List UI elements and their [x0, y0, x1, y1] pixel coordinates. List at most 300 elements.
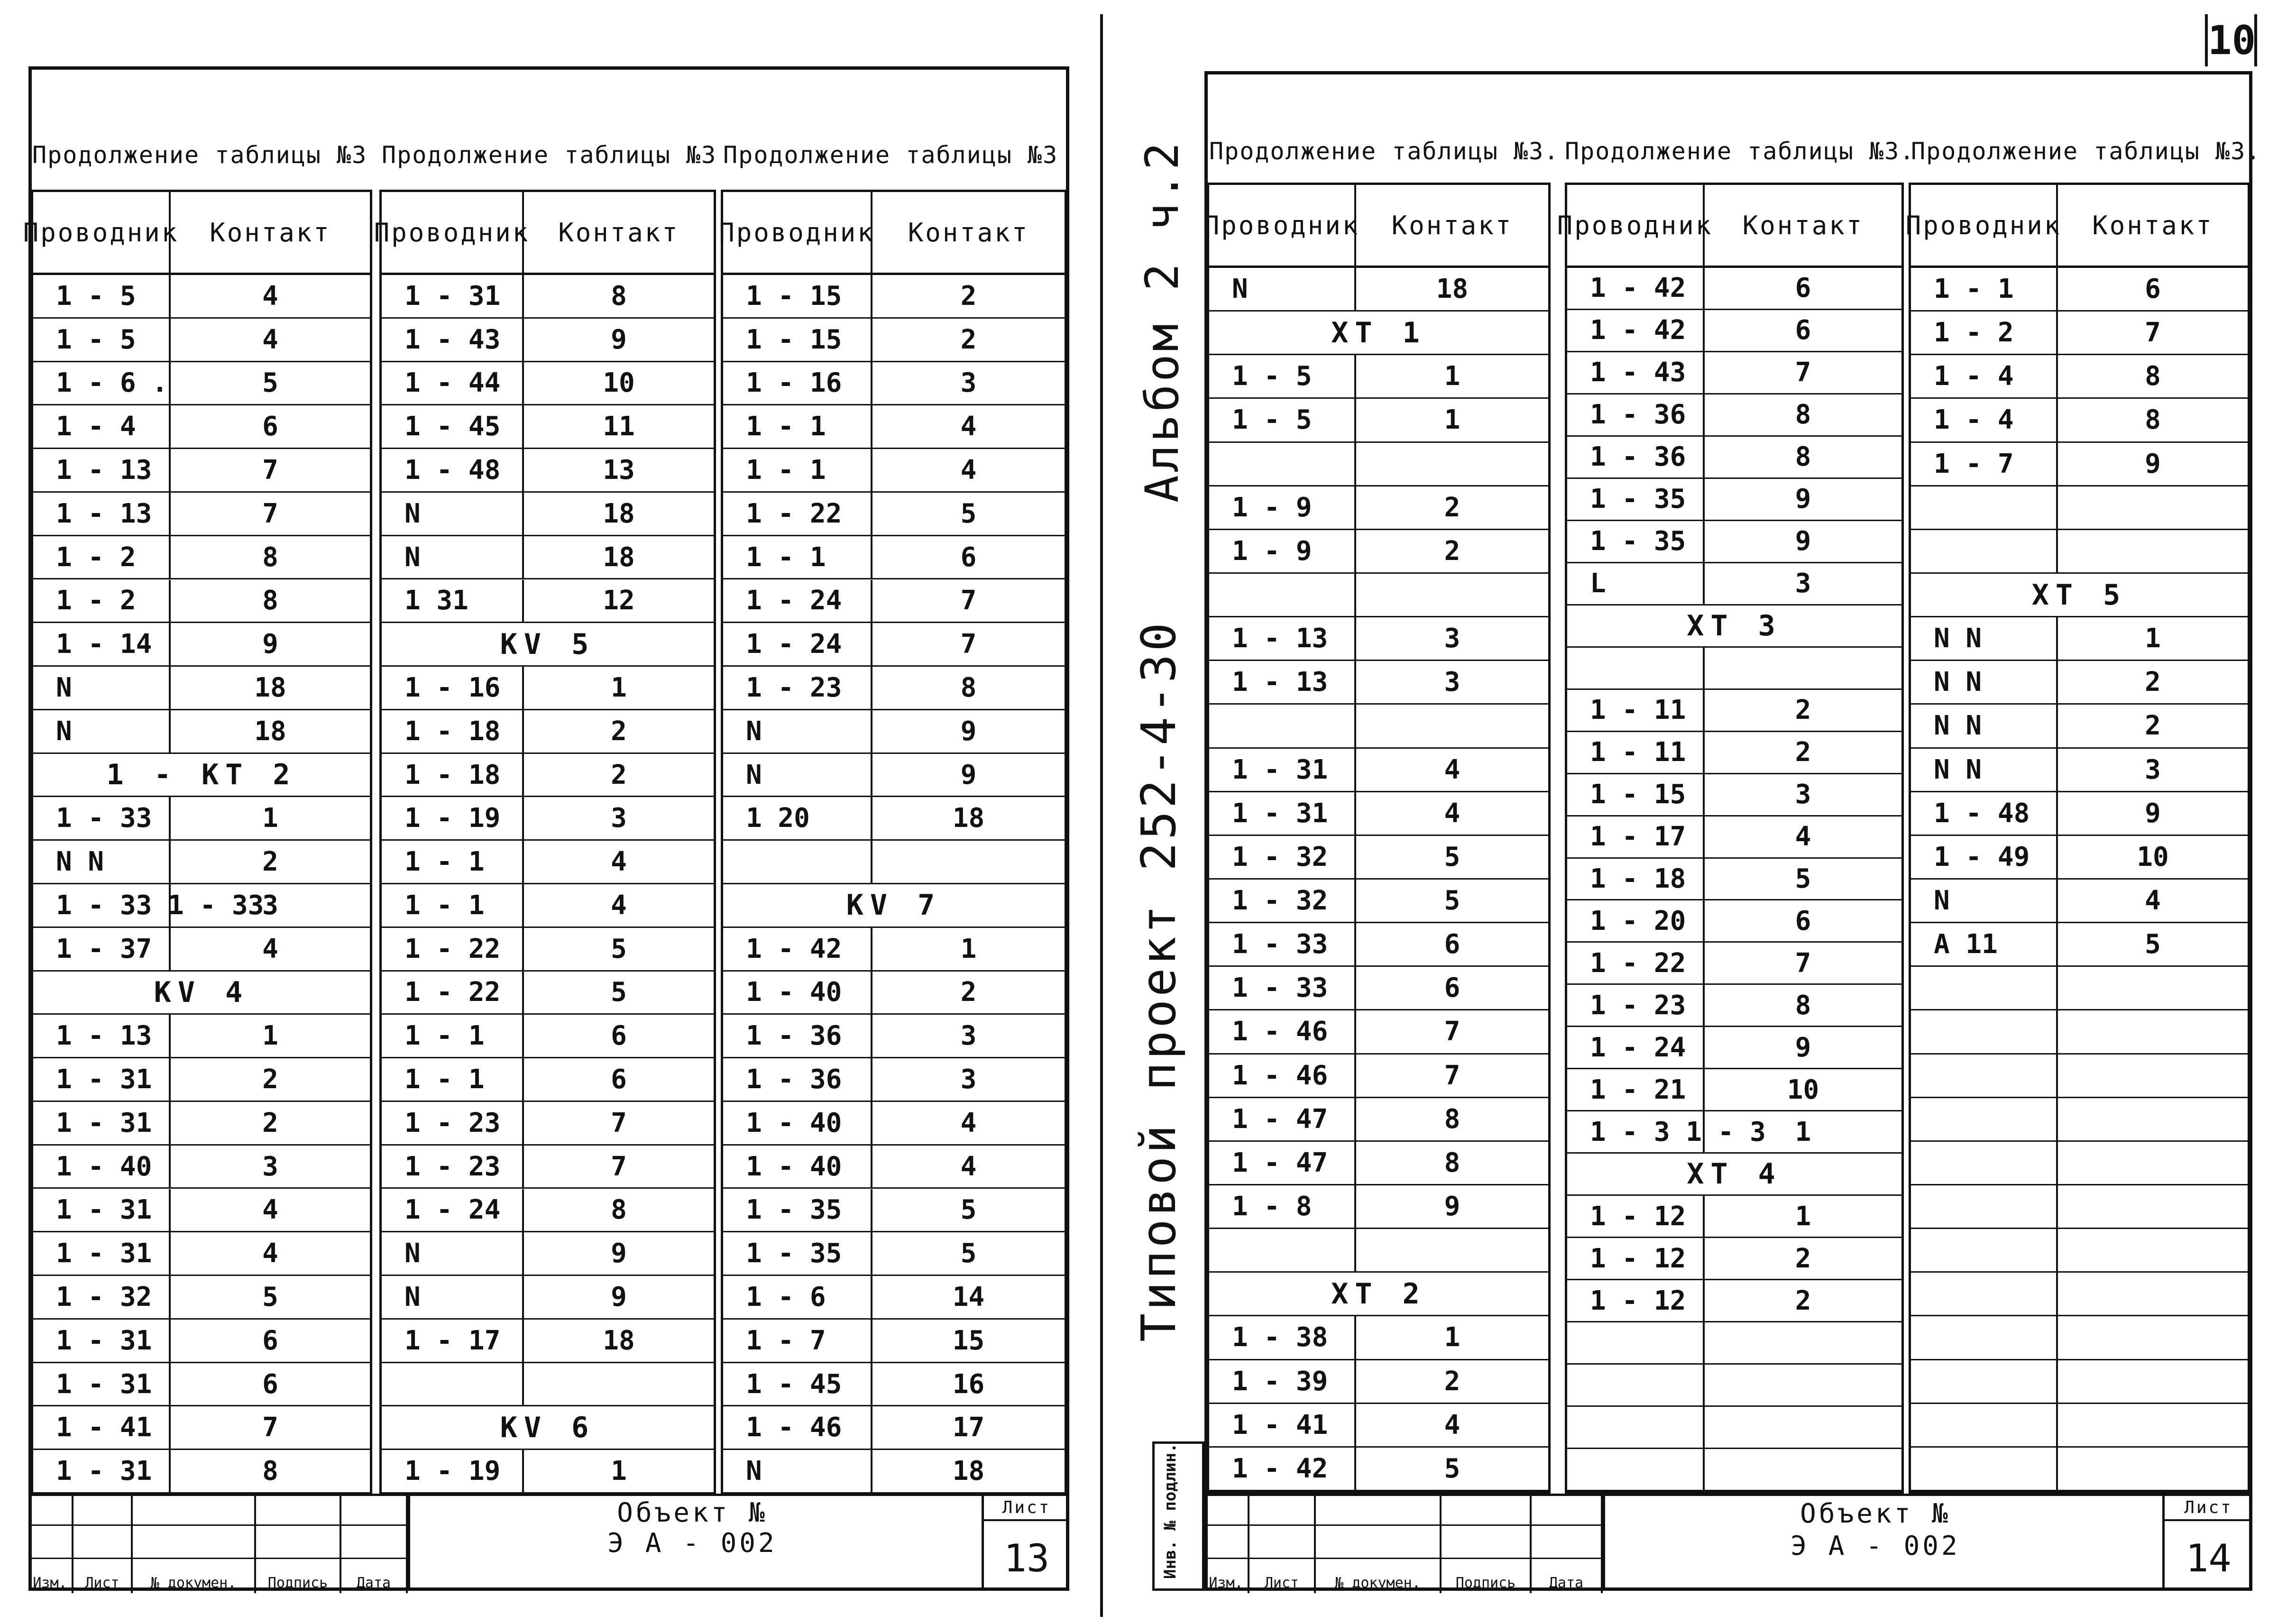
table-row — [33, 1102, 370, 1146]
contact-cell: 7 — [960, 629, 977, 660]
conductor-cell: 1 - 7 — [723, 1320, 872, 1362]
contact-cell: 4 — [262, 1238, 278, 1269]
table-row — [1911, 574, 2248, 617]
contact-cell: 3 — [960, 367, 977, 399]
conductor-cell: 1 - 44 — [382, 362, 524, 404]
contact-cell: 3 — [1444, 667, 1460, 698]
table-row — [33, 710, 370, 754]
contact-cell: 5 — [611, 977, 627, 1008]
contact-cell: 15 — [952, 1325, 985, 1356]
conductor-cell: 1 - 43 — [1567, 352, 1705, 393]
conductor-cell: L — [1567, 563, 1705, 604]
contact-cell: 6 — [262, 1325, 278, 1356]
conductor-cell: 1 - 24 — [1567, 1027, 1705, 1068]
conductor-cell: 1 - 1 — [723, 405, 872, 448]
header-conductor: Проводник — [1911, 185, 2058, 266]
conductor-cell: N — [723, 710, 872, 752]
table-row — [1567, 859, 1901, 901]
conductor-cell: 1 - 16 — [382, 667, 524, 709]
contact-cell: 9 — [1795, 526, 1811, 557]
contact-cell: 1 — [1795, 1201, 1811, 1232]
conductor-cell: 1 - 36 — [1567, 395, 1705, 435]
contact-cell: 3 — [611, 803, 627, 834]
contact-cell — [2058, 1010, 2248, 1053]
contact-cell: 9 — [611, 1281, 627, 1312]
contact-cell: 2 — [960, 280, 977, 312]
table-row — [723, 1189, 1065, 1233]
conductor-cell: 1 - 42 — [1567, 268, 1705, 309]
table-row — [33, 536, 370, 580]
contact-cell — [2058, 1404, 2248, 1446]
table-row — [1209, 312, 1548, 355]
table-row — [723, 536, 1065, 580]
table-row — [1911, 1273, 2248, 1316]
section-header: XT 4 — [1687, 1157, 1782, 1191]
conductor-cell: 1 - 1 — [382, 884, 524, 927]
contact-cell: 10 — [603, 367, 635, 399]
conductor-cell: 1 - 40 — [723, 1102, 872, 1144]
conductor-cell: N N — [1911, 749, 2058, 791]
contact-cell: 8 — [2145, 361, 2161, 392]
table-row — [382, 884, 714, 928]
conductor-cell: N — [1911, 880, 2058, 922]
contact-cell: 7 — [262, 455, 278, 486]
left-stamp-grid — [28, 1494, 408, 1591]
conductor-cell: 1 - 4 — [1911, 355, 2058, 397]
table-row — [1209, 967, 1548, 1010]
table-row — [1567, 774, 1901, 817]
contact-cell: 11 — [603, 411, 635, 442]
header-conductor: Проводник — [1567, 185, 1705, 266]
conductor-cell: 1 - 22 — [723, 493, 872, 535]
contact-cell: 6 — [960, 541, 977, 573]
table-row — [723, 319, 1065, 362]
table-row — [1911, 355, 2248, 399]
contact-cell: 8 — [611, 280, 627, 312]
conductor-cell: 1 - 48 — [382, 449, 524, 491]
conductor-cell: 1 - 9 — [1209, 486, 1356, 529]
table-row — [382, 493, 714, 536]
table-row — [1209, 1360, 1548, 1404]
conductor-cell — [1911, 1055, 2058, 1097]
table-row — [723, 1276, 1065, 1320]
table-row — [382, 710, 714, 754]
table-header — [374, 192, 714, 275]
contact-cell: 13 — [603, 455, 635, 486]
contact-cell: 6 — [611, 1020, 627, 1052]
conductor-cell: 1 - 40 — [723, 972, 872, 1014]
conductor-cell: 1 - 19 — [382, 797, 524, 839]
stamp-col-sign: Подпись — [256, 1496, 341, 1593]
conductor-cell: 1 - 31 — [33, 1363, 171, 1405]
table-row — [1209, 836, 1548, 880]
table-row — [723, 405, 1065, 449]
conductor-cell: 1 - 24 — [723, 580, 872, 622]
conductor-cell — [1209, 1229, 1356, 1271]
conductor-cell: N — [723, 1450, 872, 1492]
conductor-cell: 1 - 5 — [33, 319, 171, 361]
contact-cell — [1356, 1229, 1548, 1271]
left-sheet-label: Лист — [984, 1498, 1069, 1521]
contact-cell: 8 — [262, 541, 278, 573]
table-row — [723, 362, 1065, 406]
right-object-code: Э А - 002 — [1791, 1531, 1960, 1561]
contact-cell: 16 — [952, 1368, 985, 1400]
table-row — [33, 493, 370, 536]
contact-cell: 9 — [611, 1238, 627, 1269]
table-row — [1209, 486, 1548, 530]
contact-cell: 6 — [1795, 905, 1811, 936]
table-row — [33, 928, 370, 972]
table-row — [1567, 1027, 1901, 1069]
conductor-cell: 1 - 36 — [723, 1015, 872, 1057]
conductor-cell — [1911, 1360, 2058, 1403]
contact-cell: 4 — [262, 1194, 278, 1226]
contact-cell: 4 — [960, 411, 977, 442]
conductor-cell: 1 - 18 — [382, 754, 524, 796]
table-row — [1911, 749, 2248, 792]
table-row — [33, 1320, 370, 1363]
left-table-3-title: Продолжение таблицы №3 — [723, 141, 1058, 169]
conductor-cell: 1 - 31 — [33, 1102, 171, 1144]
contact-cell: 2 — [1795, 1243, 1811, 1274]
contact-cell: 2 — [611, 759, 627, 790]
stamp-col-izm: Изм. — [1204, 1496, 1249, 1593]
contact-cell: 2 — [2145, 667, 2161, 698]
table-row — [1209, 792, 1548, 836]
section-header: XT 1 — [1331, 316, 1426, 349]
table-row — [1209, 1273, 1548, 1316]
table-row — [1209, 1142, 1548, 1185]
section-header: XT 3 — [1687, 609, 1782, 642]
conductor-cell: N N — [1911, 661, 2058, 703]
conductor-cell: 1 - 12 — [1567, 1238, 1705, 1279]
contact-cell: 9 — [2145, 798, 2161, 829]
conductor-cell: 1 - 31 — [33, 1232, 171, 1275]
contact-cell: 4 — [262, 280, 278, 312]
conductor-cell: 1 - 33 1 - 33 — [33, 884, 171, 927]
table-row — [382, 405, 714, 449]
conductor-cell: 1 - 2 — [33, 536, 171, 578]
conductor-cell: 1 - 43 — [382, 319, 524, 361]
page-number: 10 — [2208, 17, 2256, 64]
conductor-cell: 1 - 48 — [1911, 792, 2058, 835]
section-header: KV 6 — [500, 1411, 596, 1444]
table-row — [382, 623, 714, 667]
table-row — [1567, 943, 1901, 985]
conductor-cell — [1911, 1229, 2058, 1271]
conductor-cell — [1567, 1322, 1705, 1363]
table-row — [1911, 880, 2248, 923]
table-row — [1209, 1055, 1548, 1098]
contact-cell — [1356, 574, 1548, 616]
page-divider — [1100, 14, 1103, 1617]
stamp-col-doc: № докумен. — [133, 1496, 256, 1593]
table-row — [382, 667, 714, 710]
table-row — [1209, 574, 1548, 617]
table-row — [382, 362, 714, 406]
contact-cell: 1 — [2145, 623, 2161, 654]
conductor-cell: 1 - 35 — [1567, 479, 1705, 520]
table-row — [1567, 648, 1901, 690]
album-side-label: Альбом 2 ч.2 — [1136, 139, 1189, 503]
conductor-cell: 1 - 15 — [723, 275, 872, 317]
conductor-cell — [1209, 574, 1356, 616]
table-header — [1905, 185, 2248, 268]
contact-cell: 5 — [1444, 841, 1460, 872]
conductor-cell: N — [382, 536, 524, 578]
conductor-cell: 1 - 14 — [33, 623, 171, 665]
table-row — [33, 405, 370, 449]
contact-cell — [1705, 1322, 1901, 1363]
conductor-cell: 1 - 31 — [1209, 749, 1356, 791]
table-row — [382, 449, 714, 493]
contact-cell: 2 — [262, 1107, 278, 1138]
contact-cell: 2 — [960, 977, 977, 1008]
table-row — [382, 1146, 714, 1189]
conductor-cell — [1209, 705, 1356, 747]
left-table-3 — [721, 190, 1067, 1496]
table-row — [723, 1232, 1065, 1276]
contact-cell: 9 — [2145, 448, 2161, 479]
contact-cell — [2058, 1273, 2248, 1315]
conductor-cell: N N — [1911, 617, 2058, 660]
contact-cell: 4 — [262, 933, 278, 964]
conductor-cell: 1 - 12 — [1567, 1196, 1705, 1237]
conductor-cell — [1567, 1365, 1705, 1405]
conductor-cell: 1 - 33 — [33, 797, 171, 839]
conductor-cell: 1 - 1 — [382, 841, 524, 883]
conductor-cell: 1 - 23 — [382, 1102, 524, 1144]
conductor-cell — [1911, 1098, 2058, 1140]
conductor-cell: N — [382, 1276, 524, 1318]
conductor-cell: 1 - 1 — [382, 1058, 524, 1101]
conductor-cell: 1 - 32 — [1209, 880, 1356, 922]
conductor-cell: 1 - 46 — [1209, 1055, 1356, 1097]
table-row — [1567, 732, 1901, 774]
contact-cell: 2 — [1795, 737, 1811, 768]
contact-cell: 3 — [960, 1020, 977, 1052]
conductor-cell: 1 - 35 — [1567, 521, 1705, 562]
conductor-cell: 1 - 7 — [1911, 443, 2058, 485]
contact-cell — [2058, 967, 2248, 1009]
table-row — [33, 1450, 370, 1494]
contact-cell: 1 — [262, 1020, 278, 1052]
table-row — [1911, 1055, 2248, 1098]
table-row — [382, 580, 714, 624]
conductor-cell: 1 31 — [382, 580, 524, 622]
table-row — [723, 623, 1065, 667]
table-row — [1911, 1142, 2248, 1185]
table-row — [723, 493, 1065, 536]
contact-cell: 3 — [262, 890, 278, 921]
table-row — [1209, 923, 1548, 967]
conductor-cell: 1 - 45 — [382, 405, 524, 448]
contact-cell — [2058, 486, 2248, 529]
conductor-cell: 1 - 23 — [382, 1146, 524, 1188]
conductor-cell: N — [723, 754, 872, 796]
conductor-cell: 1 - 13 — [33, 1015, 171, 1057]
table-row — [1567, 985, 1901, 1027]
section-header: KV 4 — [154, 975, 249, 1009]
conductor-cell — [1911, 1010, 2058, 1053]
conductor-cell: 1 - 36 — [723, 1058, 872, 1101]
contact-cell: 5 — [1795, 863, 1811, 894]
left-sheet-number: 13 — [1003, 1536, 1050, 1580]
project-side-label: Типовой проект 252-4-30 — [1131, 620, 1186, 1342]
table-row — [1209, 749, 1548, 792]
section-header: XT 2 — [1331, 1277, 1426, 1311]
right-sheet-label: Лист — [2165, 1498, 2252, 1521]
conductor-cell: 1 - 24 — [382, 1189, 524, 1231]
conductor-cell: 1 - 4 — [33, 405, 171, 448]
conductor-cell: 1 - 46 — [723, 1406, 872, 1449]
conductor-cell: 1 - 23 — [723, 667, 872, 709]
contact-cell: 18 — [1436, 274, 1469, 305]
contact-cell: 7 — [1444, 1016, 1460, 1047]
table-row — [1911, 312, 2248, 355]
table-row — [1911, 1185, 2248, 1229]
table-row — [1567, 1069, 1901, 1111]
table-row — [1567, 1280, 1901, 1322]
contact-cell — [1356, 705, 1548, 747]
contact-cell: 6 — [611, 1064, 627, 1095]
table-row — [1209, 1098, 1548, 1142]
conductor-cell: 1 - 35 — [723, 1189, 872, 1231]
table-row — [723, 841, 1065, 884]
section-header: XT 5 — [2031, 578, 2127, 612]
conductor-cell: 1 - 31 — [33, 1450, 171, 1492]
table-row — [1567, 1238, 1901, 1280]
table-row — [1911, 443, 2248, 486]
contact-cell — [2058, 1142, 2248, 1184]
contact-cell: 2 — [2145, 710, 2161, 742]
contact-cell: 2 — [262, 1064, 278, 1095]
contact-cell — [2058, 1185, 2248, 1228]
conductor-cell: A 11 — [1911, 923, 2058, 965]
table-row — [723, 928, 1065, 972]
table-row — [723, 710, 1065, 754]
contact-cell: 17 — [952, 1412, 985, 1443]
conductor-cell: N — [33, 710, 171, 752]
conductor-cell: N — [382, 1232, 524, 1275]
header-conductor: Проводник — [382, 192, 524, 273]
inv-label: Инв. № подлин. — [1161, 1443, 1180, 1579]
table-row — [382, 841, 714, 884]
contact-cell: 5 — [960, 1194, 977, 1226]
table-row — [33, 449, 370, 493]
contact-cell: 5 — [960, 498, 977, 529]
table-row — [382, 1232, 714, 1276]
header-contact: Контакт — [2092, 210, 2213, 240]
contact-cell: 6 — [1795, 273, 1811, 304]
table-row — [1911, 1316, 2248, 1360]
contact-cell: 2 — [1444, 535, 1460, 567]
conductor-cell: 1 - 19 — [382, 1450, 524, 1492]
contact-cell: 9 — [1795, 484, 1811, 515]
conductor-cell: 1 - 36 — [1567, 437, 1705, 477]
conductor-cell: 1 - 13 — [33, 493, 171, 535]
conductor-cell: 1 - 31 — [1209, 792, 1356, 835]
right-table-2 — [1557, 183, 1904, 1494]
table-row — [1209, 1185, 1548, 1229]
conductor-cell: 1 - 5 — [1209, 399, 1356, 441]
right-table-1-title: Продолжение таблицы №3. — [1209, 138, 1560, 165]
contact-cell: 2 — [611, 716, 627, 747]
table-row — [723, 1406, 1065, 1450]
conductor-cell: 1 - 32 — [33, 1276, 171, 1318]
contact-cell: 9 — [1795, 1032, 1811, 1063]
contact-cell: 9 — [262, 629, 278, 660]
contact-cell: 2 — [1444, 1366, 1460, 1397]
conductor-cell: 1 - 3 1 - 3 — [1567, 1111, 1705, 1152]
table-row — [1209, 1229, 1548, 1273]
table-row — [1911, 836, 2248, 880]
table-row — [723, 972, 1065, 1015]
table-row — [1567, 1322, 1901, 1365]
conductor-cell: 1 - 13 — [1209, 617, 1356, 660]
header-contact: Контакт — [210, 217, 331, 248]
conductor-cell: 1 - 47 — [1209, 1142, 1356, 1184]
table-row — [33, 362, 370, 406]
contact-cell: 3 — [1444, 623, 1460, 654]
conductor-cell: 1 - 18 — [1567, 859, 1705, 899]
conductor-cell — [1911, 1142, 2058, 1184]
table-row — [1911, 1229, 2248, 1273]
table-row — [1209, 399, 1548, 442]
conductor-cell — [723, 841, 872, 883]
conductor-cell: 1 - 16 — [723, 362, 872, 404]
contact-cell: 3 — [1795, 568, 1811, 599]
contact-cell — [1705, 648, 1901, 688]
conductor-cell: 1 - 5 — [33, 275, 171, 317]
table-row — [33, 972, 370, 1015]
contact-cell — [1705, 1365, 1901, 1405]
contact-cell — [2058, 1055, 2248, 1097]
contact-cell — [2058, 530, 2248, 572]
contact-cell: 2 — [1795, 1285, 1811, 1316]
table-row — [1567, 310, 1901, 352]
table-row — [1567, 1154, 1901, 1196]
table-row — [33, 1363, 370, 1407]
conductor-cell: 1 - 6 — [723, 1276, 872, 1318]
conductor-cell: 1 - 49 — [1911, 836, 2058, 878]
conductor-cell: 1 20 — [723, 797, 872, 839]
table-row — [1567, 1111, 1901, 1154]
conductor-cell: 1 - 31 — [33, 1320, 171, 1362]
stamp-col-date: Дата — [341, 1496, 408, 1593]
left-table-1-title: Продолжение таблицы №3 — [32, 141, 367, 169]
table-row — [1567, 563, 1901, 606]
contact-cell — [1356, 443, 1548, 485]
table-row — [1209, 661, 1548, 705]
contact-cell: 8 — [1795, 441, 1811, 473]
contact-cell: 5 — [960, 1238, 977, 1269]
contact-cell: 7 — [1795, 947, 1811, 979]
table-header — [1557, 185, 1901, 268]
contact-cell: 4 — [960, 1151, 977, 1182]
table-row — [1911, 661, 2248, 705]
table-row — [1567, 521, 1901, 563]
table-row — [382, 536, 714, 580]
contact-cell: 18 — [603, 541, 635, 573]
conductor-cell: 1 - 35 — [723, 1232, 872, 1275]
contact-cell: 1 — [611, 672, 627, 703]
table-row — [33, 623, 370, 667]
table-row — [382, 1450, 714, 1494]
table-row — [382, 1189, 714, 1233]
table-row — [1911, 1098, 2248, 1142]
